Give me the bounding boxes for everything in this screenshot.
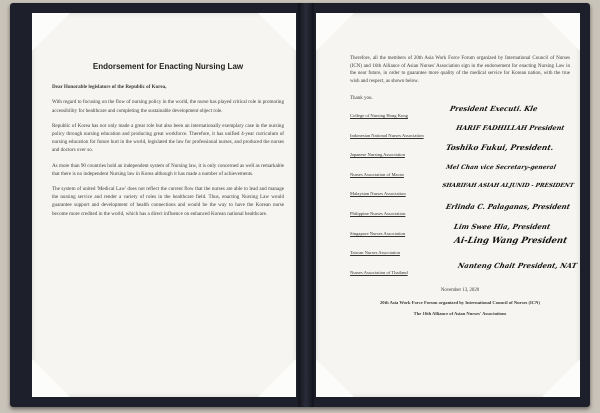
document-folder [10,3,590,407]
signature: Ai-Ling Wang President [453,236,569,247]
document-title: Endorsement for Enacting Nursing Law [92,62,244,71]
signature: HARIF FADHILLAH President [455,123,566,132]
salutation: Dear Honorable legislators of the Republic of Korea, [52,84,167,91]
organization-name: Malaysian Nurses Association [350,191,406,197]
left-page [32,13,296,397]
organization-name: Philippine Nurses Association [350,210,406,216]
corner-tab [32,13,70,51]
paragraph: Republic of Korea has not only made a great role but also been an internationally exemplary case in the nursing policy through nursing education and producing great workforce. Therefore, it has unified 4-year curriculum of nursing education for future hurt in the world, legislated the law for professional nurses, and produced the nurses and doctors over so. [52,122,284,154]
signature: SHARIFAH ASIAH ALJUNID - PRESIDENT [441,183,575,190]
corner-tab [542,13,580,51]
date-line: November 13, 2020 [440,288,480,294]
signatory-row [350,144,570,164]
right-page-content [350,55,578,317]
intro-paragraph: Therefore, all the members of 20th Asia Work Force Forum organized by International Council of Nurses (ICN) and 16th Alliance of Asian Nurses' Association sign in the endorsement for enacting Nursing Law in the near future, in order to guarantee more quality of the medical service for Korean nation, with the true wish and respect, as shown below. [350,56,570,84]
organization-name: Indonesian National Nurses Association [350,132,424,138]
footer-line: 20th Asia Work Force Forum organized by International Council of Nurses (ICN) [380,299,540,305]
paragraph: As more than 90 countries hold an independent system of Nursing law, it is only concerned as well as remarkable that there is no independent Nursing law in Korea although it has made a number of achievements. [52,162,284,177]
organization-name: Nurses Association of Macao [350,171,404,177]
paragraph: With regard to focusing on the flow of nursing policy in the world, the nurse has played critical role in promoting accessibility for healthcare and completing the sustainable development object role. [52,99,284,114]
right-page [316,13,580,397]
corner-tab [542,359,580,397]
corner-tab [258,13,296,51]
corner-tab [316,359,354,397]
corner-tab [258,359,296,397]
signatory-row [350,105,570,125]
signatory-row [350,260,578,282]
signatory-row [350,125,570,145]
signatory-row [350,164,570,184]
signature: Erlinda C. Palaganas, President [445,201,572,211]
signature: President Executi. Kle [449,103,539,113]
signature: Lim Swee Hia, President [453,221,552,231]
signatory-row [350,236,570,262]
left-page-content [52,63,284,225]
signatory-row [350,183,575,203]
paragraph: The system of united 'Medical Law' does not reflect the current flow that the nurses are able to lead and manage the nursing service and render a variety of roles in the healthcare field. Thus, enacting Nursing Law would guarantee support and development of health connections and would be the way to have the Korean nurse become more credited in the world, which has a direct influence on enhanced Korean national healthcare. [52,186,284,217]
organization-name: Singapore Nurses Association [350,230,406,236]
corner-tab [316,13,354,51]
footer-line: The 16th Alliance of Asian Nurses' Associations [413,310,507,316]
signature: Toshiko Fukui, President. [445,143,555,153]
folder-spine [298,3,314,407]
organization-name: Taiwan Nurses Association [350,250,400,256]
organization-name: Nurses Association of Thailand [350,269,408,275]
signature: Mel Chan vice Secretary-general [445,163,557,171]
organization-name: Japanese Nursing Association [350,152,405,158]
corner-tab [32,359,70,397]
signatory-row [350,203,570,223]
organization-name: College of Nursing Hong Kong [350,112,408,118]
signature: Nanteng Chait President, NAT [457,260,578,270]
thanks-line: Thank you. [350,96,373,102]
